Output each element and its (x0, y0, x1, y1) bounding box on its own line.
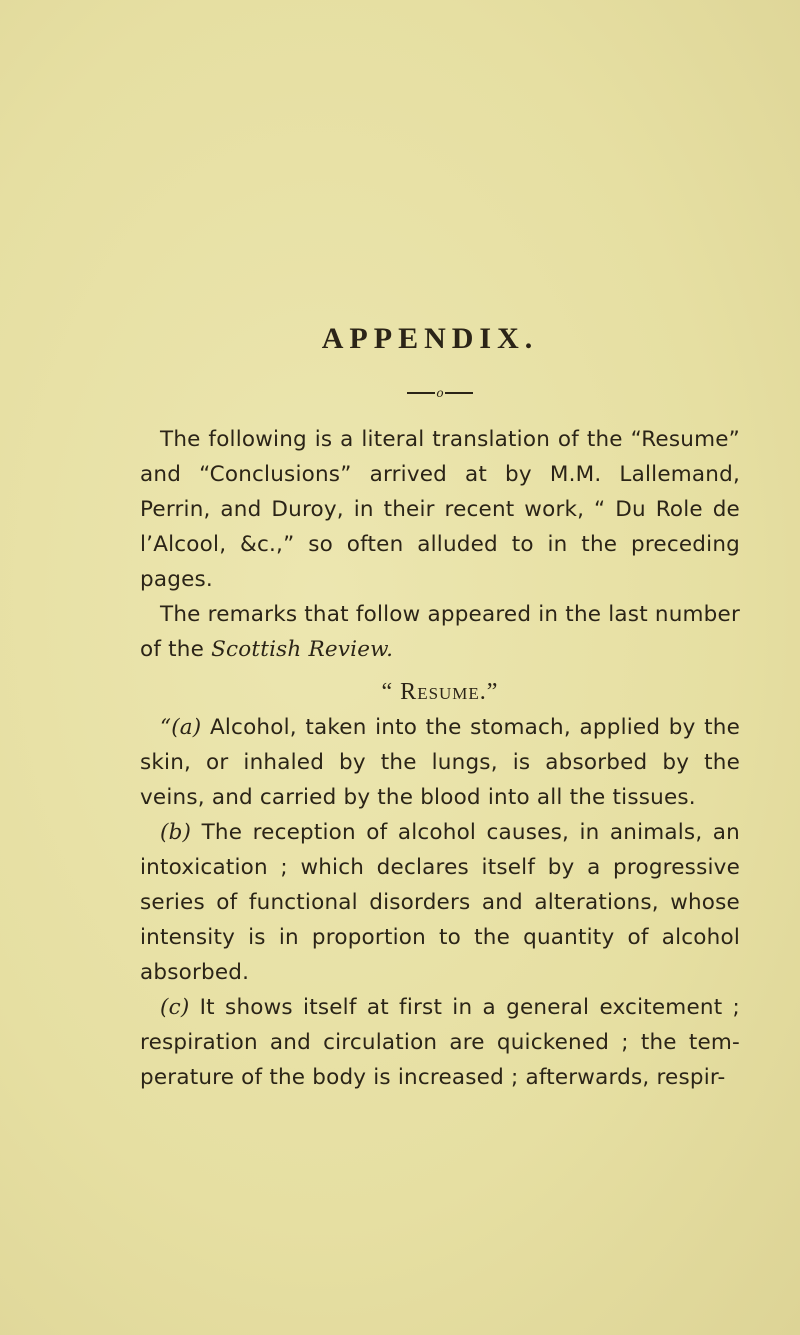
item-text: The reception of alcohol causes, in animals, an intoxication ; which declares itself by a progressive series of functional disorders and alterations, whose intensity is in proportion to the quantity of alcohol absorbed. (140, 820, 740, 985)
divider-mark: o (436, 386, 444, 400)
appendix-heading: APPENDIX. (321, 322, 539, 355)
resume-title-text: “ Resume.” (381, 679, 499, 705)
journal-title: Scottish Review. (211, 637, 394, 662)
resume-item-a (140, 710, 740, 815)
item-label: “(a) (160, 715, 202, 740)
resume-item-b (140, 815, 740, 990)
ornamental-divider (140, 386, 740, 400)
item-text: It shows itself at first in a general excitement ; respiration and circulation are quickened ; the tem- perature of the body is increased ; afterwards, respir- (140, 995, 740, 1090)
item-text: Alcohol, taken into the stomach, applied by the skin, or inhaled by the lungs, is absorbed by the veins, and carried by the blood into all the tissues. (140, 715, 740, 810)
page-content (140, 322, 740, 1095)
resume-title (140, 679, 740, 706)
divider-line-right (445, 392, 473, 394)
intro-paragraph: The following is a literal translation of the “Resume” and “Conclusions” arrived at by M.M. Lallemand, Perrin, and Duroy, in their recent work, “ Du Role de l’Alcool, &c.,” so often alluded to in the preceding pages. (140, 427, 740, 592)
remarks-paragraph (140, 597, 740, 667)
item-label: (b) (160, 820, 192, 845)
resume-item-c (140, 990, 740, 1095)
divider-line-left (407, 392, 435, 394)
item-label: (c) (160, 995, 190, 1020)
remarks-text: The remarks that follow appeared in the last number of the (140, 602, 740, 662)
